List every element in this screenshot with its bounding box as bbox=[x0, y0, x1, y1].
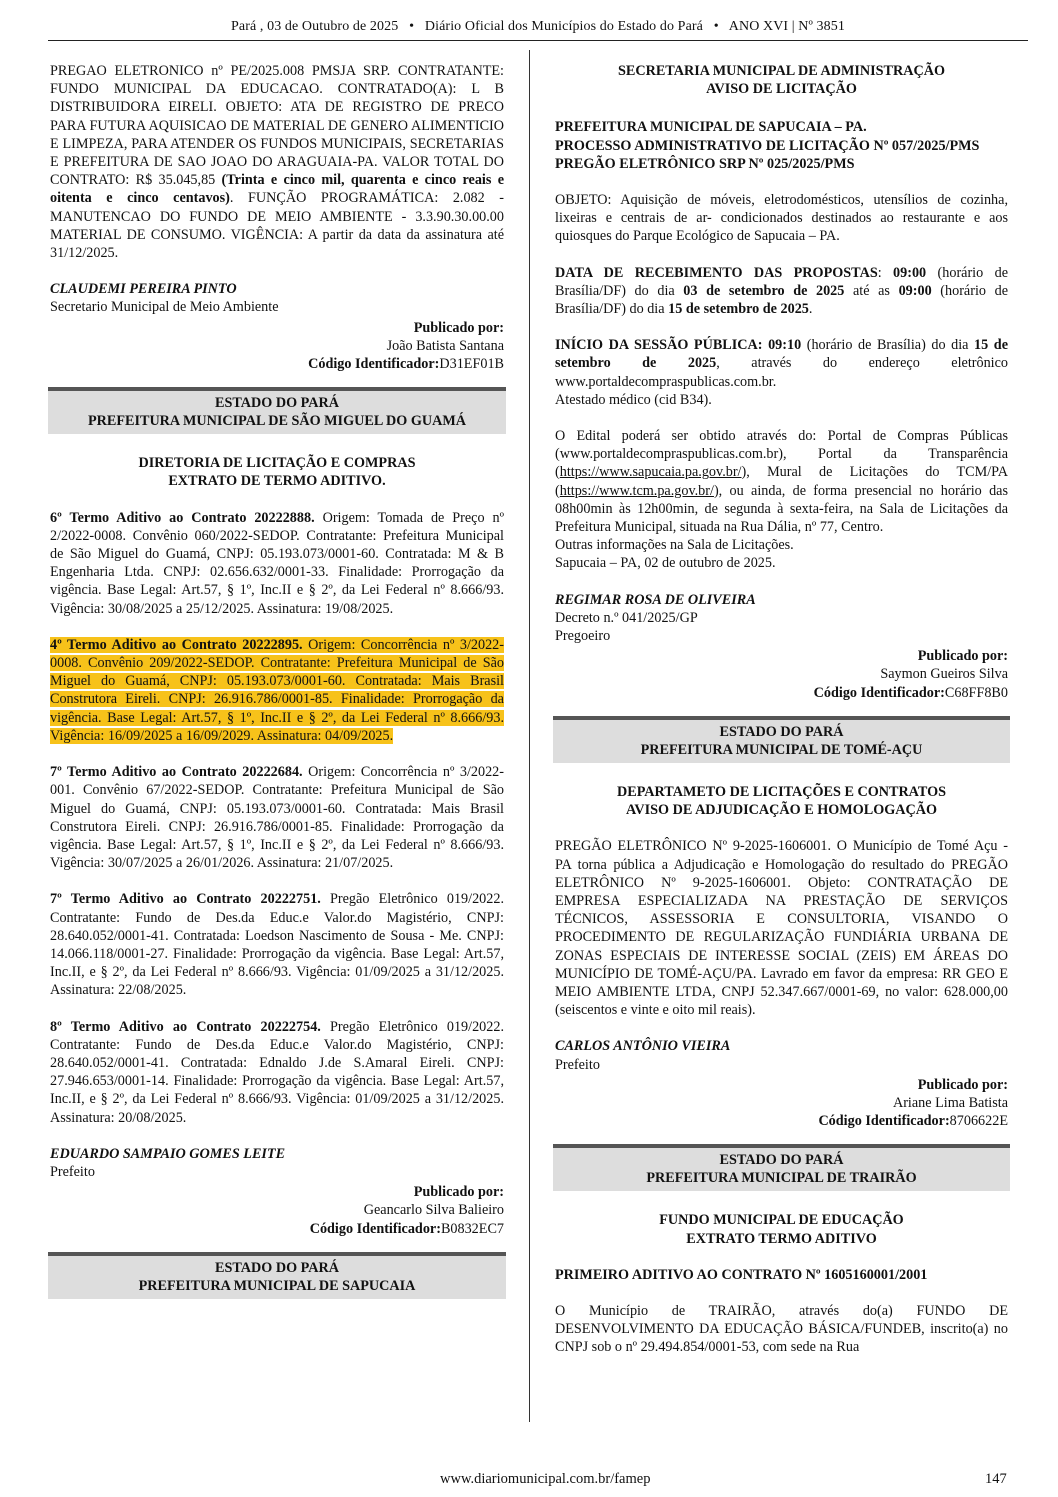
signatory-decree: Decreto n.º 041/2025/GP bbox=[555, 609, 698, 626]
notice-dates: DATA DE RECEBIMENTO DAS PROPOSTAS: 09:00 (horário de Brasília/DF) do dia 03 de setembro de 2025 até as 09:00 (horário de Brasília/DF) do dia 15 de setembro de 2025. bbox=[555, 264, 1008, 318]
aditivo-item: 7º Termo Aditivo ao Contrato 20222751. Pregão Eletrônico 019/2022. Contratante: Fundo de Des.da Educ.e Valor.do Magistério, CNPJ: 28.640.052/0001-41. Contratada: Loedson Nascimento de Sousa - Me. CNPJ: 14.066.118/0001-27. Finalidade: Prorrogação da vigência. Base Legal: Art.57, Inc.II, e § 2º, da Lei Federal nº 8.666/93. Vigência: 01/09/2025 a 31/12/2025. Assinatura: 22/08/2025. bbox=[50, 891, 504, 999]
notice-objeto: OBJETO: Aquisição de móveis, eletrodomésticos, utensílios de cozinha, lixeiras e centrais de ar- condicionados destinados ao restaurante e aos quiosques do Parque Ecológico de Sapucaia – PA. bbox=[555, 192, 1008, 245]
left-column bbox=[50, 62, 504, 1299]
code-label: Código Identificador: bbox=[813, 684, 945, 701]
section-banner-trairao: ESTADO DO PARÁ PREFEITURA MUNICIPAL DE TRAIRÃO bbox=[553, 1144, 1010, 1191]
section-subtitle: EXTRATO TERMO ADITIVO bbox=[686, 1230, 877, 1247]
column-divider bbox=[529, 50, 530, 1422]
notice-pregao: PREGÃO ELETRÔNICO SRP Nº 025/2025/PMS bbox=[555, 155, 855, 172]
published-by-label: Publicado por: bbox=[413, 1184, 504, 1201]
publisher-name: João Batista Santana bbox=[386, 337, 504, 354]
notice-edital: O Edital poderá ser obtido através do: Portal de Compras Públicas (www.portaldecompraspublicas.com.br), Portal da Transparência (https://www.sapucaia.pa.gov.br/), Mural de Licitações do TCM/PA (https://www.tcm.pa.gov.br/), ou ainda, de forma presencial no horário das 08h00min às 12h00min, de segunda à sexta-feira, na Sala de Licitações da Prefeitura Municipal, situada na Rua Dália, nº 77, Centro. bbox=[555, 428, 1008, 536]
trairao-text: O Município de TRAIRÃO, através do(a) FUNDO DE DESENVOLVIMENTO DA EDUCAÇÃO BÁSICA/FUNDEB, inscrito(a) no CNPJ sob o nº 29.494.854/0001-53, com sede na Rua bbox=[555, 1302, 1008, 1356]
signatory-role: Prefeito bbox=[555, 1056, 600, 1073]
link-sapucaia[interactable]: https://www.sapucaia.pa.gov.br/ bbox=[559, 464, 742, 481]
section-banner-sapucaia: ESTADO DO PARÁ PREFEITURA MUNICIPAL DE SAPUCAIA bbox=[48, 1252, 506, 1299]
signatory-role: Pregoeiro bbox=[555, 628, 611, 645]
section-banner-sao-miguel: ESTADO DO PARÁ PREFEITURA MUNICIPAL DE SÃO MIGUEL DO GUAMÁ bbox=[48, 387, 506, 434]
section-subtitle: AVISO DE ADJUDICAÇÃO E HOMOLOGAÇÃO bbox=[625, 802, 938, 819]
code-identifier: C68FF8B0 bbox=[944, 684, 1008, 701]
publisher-name: Saymon Gueiros Silva bbox=[880, 666, 1008, 683]
aditivo-item: 6º Termo Aditivo ao Contrato 20222888. Origem: Tomada de Preço nº 2/2022-0008. Convênio 060/2022-SEDOP. Contratante: Prefeitura Municipal de São Miguel do Guamá, CNPJ: 05.193.073/0001-60. Contratada: M & B Engenharia Ltda. CNPJ: 02.656.632/0001-33. Finalidade: Prorrogação da vigência. Base Legal: Art.57, § 1º, Inc.II e § 2º, da Lei Federal nº 8.666/93. Vigência: 30/08/2025 a 25/12/2025. Assinatura: 19/08/2025. bbox=[50, 509, 504, 617]
publisher-name: Ariane Lima Batista bbox=[892, 1094, 1008, 1111]
code-identifier: D31EF01B bbox=[439, 356, 504, 373]
code-identifier: 8706622E bbox=[949, 1113, 1008, 1130]
published-by-label: Publicado por: bbox=[917, 648, 1008, 665]
section-banner-tome-acu: ESTADO DO PARÁ PREFEITURA MUNICIPAL DE TOMÉ-AÇU bbox=[553, 716, 1010, 763]
section-title: FUNDO MUNICIPAL DE EDUCAÇÃO bbox=[659, 1212, 904, 1229]
notice-atestado: Atestado médico (cid B34). bbox=[555, 391, 712, 408]
footer-url[interactable]: www.diariomunicipal.com.br/famep bbox=[440, 1471, 651, 1487]
tome-acu-notice: PREGÃO ELETRÔNICO Nº 9-2025-1606001. O Município de Tomé Açu - PA torna pública a Adjudicação e Homologação do resultado do PREGÃO ELETRÔNICO Nº 9-2025-1606001. Objeto: CONTRATAÇÃO DE EMPRESA ESPECIALIZADA NA PRESTAÇÃO DE SERVIÇOS TÉCNICOS, ASSESSORIA E CONSULTORIA, VISANDO O PROCEDIMENTO DE REGULARIZAÇÃO FUNDIÁRIA URBANA DE ZONAS ESPECIAIS DE INTERESSE SOCIAL (ZEIS) EM ÁREAS DO MUNICÍPIO DE TOMÉ-AÇU/PA. Lavrado em favor da empresa: RR GEO E MEIO AMBIENTE LTDA, CNPJ 52.347.667/0001-69, no valor: 628.000,00 (seiscentos e vinte e oito mil reais). bbox=[555, 838, 1008, 1019]
notice-other-info: Outras informações na Sala de Licitações. bbox=[555, 537, 794, 554]
aditivo-item-highlighted: 4º Termo Aditivo ao Contrato 20222895. Origem: Concorrência nº 3/2022-0008. Convênio 209/2022-SEDOP. Contratante: Prefeitura Municipal de São Miguel do Guamá, CNPJ: 05.193.073/0001-60. Contratada: Mais Brasil Construtora Eireli. CNPJ: 26.916.786/0001-85. Finalidade: Prorrogação da vigência. Base Legal: Art.57, § 1º, Inc.II e § 2º, da Lei Federal nº 8.666/93. Vigência: 16/09/2025 a 16/09/2029. Assinatura: 04/09/2025. bbox=[50, 636, 505, 744]
section-subtitle: EXTRATO DE TERMO ADITIVO. bbox=[168, 473, 386, 490]
trairao-heading: PRIMEIRO ADITIVO AO CONTRATO Nº 1605160001/2001 bbox=[555, 1266, 928, 1283]
code-label: Código Identificador: bbox=[818, 1113, 950, 1130]
published-by-label: Publicado por: bbox=[413, 319, 504, 336]
header-rule bbox=[48, 40, 1028, 41]
signatory-role: Prefeito bbox=[50, 1163, 95, 1180]
published-by-label: Publicado por: bbox=[917, 1076, 1008, 1093]
publisher-name: Geancarlo Silva Balieiro bbox=[363, 1202, 504, 1219]
code-label: Código Identificador: bbox=[309, 1220, 441, 1237]
aditivo-item: 7º Termo Aditivo ao Contrato 20222684. Origem: Concorrência nº 3/2022-001. Convênio 67/2022-SEDOP. Contratante: Prefeitura Municipal de São Miguel do Guamá, CNPJ: 05.193.073/0001-60. Contratada: Mais Brasil Construtora Eireli. CNPJ: 26.916.786/0001-85. Finalidade: Prorrogação da vigência. Base Legal: Art.57, § 1º, Inc.II e § 2º, da Lei Federal nº 8.666/93. Vigência: 30/07/2025 a 26/01/2026. Assinatura: 21/07/2025. bbox=[50, 764, 505, 872]
page-header: Pará , 03 de Outubro de 2025 • Diário Oficial dos Municípios do Estado do Pará • ANO XVI | Nº 3851 bbox=[231, 19, 845, 34]
notice-session-start: INÍCIO DA SESSÃO PÚBLICA: 09:10 (horário de Brasília) do dia 15 de setembro de 2025, através do endereço eletrônico www.portaldecompraspublicas.com.br. bbox=[555, 337, 1009, 390]
section-title: DEPARTAMETO DE LICITAÇÕES E CONTRATOS bbox=[616, 783, 947, 800]
link-tcm[interactable]: https://www.tcm.pa.gov.br/ bbox=[559, 482, 714, 499]
right-column bbox=[555, 62, 1008, 1357]
signatory-name: CLAUDEMI PEREIRA PINTO bbox=[50, 281, 237, 298]
code-identifier: B0832EC7 bbox=[440, 1220, 504, 1237]
signatory-name: CARLOS ANTÔNIO VIEIRA bbox=[555, 1038, 731, 1055]
signatory-name: EDUARDO SAMPAIO GOMES LEITE bbox=[50, 1145, 286, 1162]
notice-process: PROCESSO ADMINISTRATIVO DE LICITAÇÃO Nº 057/2025/PMS bbox=[555, 137, 980, 154]
notice-place-date: Sapucaia – PA, 02 de outubro de 2025. bbox=[555, 555, 776, 572]
pregao-pmsja-extract: PREGAO ELETRONICO nº PE/2025.008 PMSJA SRP. CONTRATANTE: FUNDO MUNICIPAL DA EDUCACAO. CONTRATADO(A): L B DISTRIBUIDORA EIRELI. OBJETO: ATA DE REGISTRO DE PRECO PARA FUTURA AQUISICAO DE MATERIAL DE GENERO ALIMENTICIO E LIMPEZA, PARA ATENDER OS FUNDOS MUNICIPAIS, SECRETARIAS E PREFEITURA DE SAO JOAO DO ARAGUAIA-PA. VALOR TOTAL DO CONTRATO: R$ 35.045,85 (Trinta e cinco mil, quarenta e cinco reais e oitenta e cinco centavos). FUNÇÃO PROGRAMÁTICA: 2.082 - MANUTENCAO DO FUNDO DE MEIO AMBIENTE - 3.3.90.30.00.00 MATERIAL DE CONSUMO. VIGÊNCIA: A partir da data da assinatura até 31/12/2025. bbox=[50, 63, 504, 262]
signatory-name: REGIMAR ROSA DE OLIVEIRA bbox=[555, 591, 756, 608]
section-title: DIRETORIA DE LICITAÇÃO E COMPRAS bbox=[138, 455, 416, 472]
aditivo-item: 8º Termo Aditivo ao Contrato 20222754. Pregão Eletrônico 019/2022. Contratante: Fundo de Des.da Educ.e Valor.do Magistério, CNPJ: 28.640.052/0001-41. Contratada: Ednaldo J.de S.Amaral Eireli. CNPJ: 27.946.653/0001-14. Finalidade: Prorrogação da vigência. Base Legal: Art.57, Inc.II, e § 2º, da Lei Federal nº 8.666/93. Vigência: 01/09/2025 a 31/12/2025. Assinatura: 20/08/2025. bbox=[50, 1018, 504, 1126]
notice-heading: PREFEITURA MUNICIPAL DE SAPUCAIA – PA. bbox=[555, 119, 867, 136]
page-number: 147 bbox=[985, 1471, 1007, 1487]
code-label: Código Identificador: bbox=[308, 356, 440, 373]
section-subtitle: AVISO DE LICITAÇÃO bbox=[706, 81, 857, 98]
signatory-role: Secretario Municipal de Meio Ambiente bbox=[50, 299, 279, 316]
section-title: SECRETARIA MUNICIPAL DE ADMINISTRAÇÃO bbox=[617, 63, 945, 79]
